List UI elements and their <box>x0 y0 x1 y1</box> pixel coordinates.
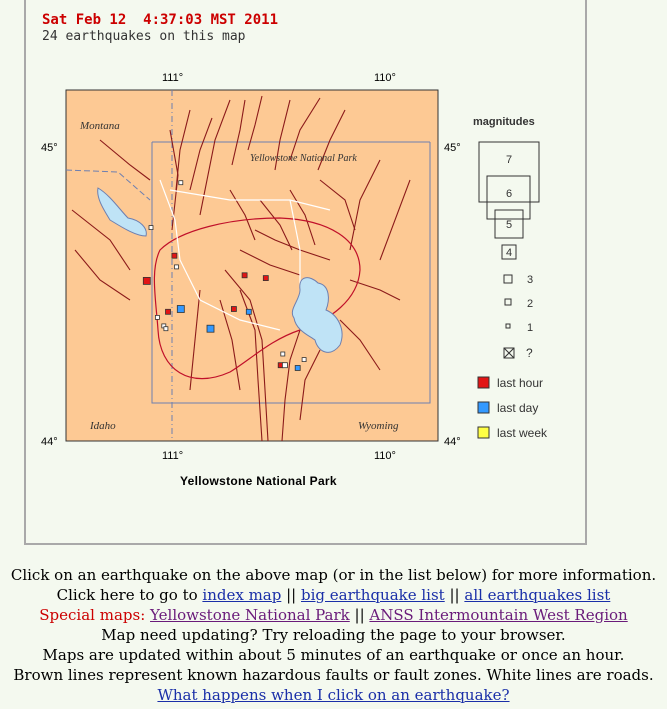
separator: || <box>281 586 301 604</box>
lat-tick-left-45: 45° <box>41 142 58 154</box>
yellowstone-map-link[interactable]: Yellowstone National Park <box>150 606 350 624</box>
legend-last-hour-swatch <box>478 377 489 388</box>
earthquake-marker[interactable] <box>242 273 247 278</box>
earthquake-marker[interactable] <box>177 306 184 313</box>
footer-line-special <box>0 606 667 624</box>
map-land <box>66 90 438 441</box>
legend-unknown-icon <box>504 348 514 358</box>
lat-tick-right-45: 45° <box>444 142 461 154</box>
legend-mag-3: 3 <box>527 274 534 286</box>
earthquake-marker[interactable] <box>179 181 183 185</box>
separator: || <box>349 606 370 624</box>
label-idaho: Idaho <box>90 420 116 432</box>
legend-last-day-swatch <box>478 402 489 413</box>
footer-line-links <box>0 586 667 604</box>
earthquake-marker[interactable] <box>231 307 236 312</box>
legend-title: magnitudes <box>473 116 535 128</box>
earthquake-marker[interactable] <box>282 363 287 368</box>
map-caption: Yellowstone National Park <box>180 474 337 488</box>
lon-tick-bottom-111: 111° <box>162 450 184 462</box>
what-happens-link[interactable]: What happens when I click on an earthquake? <box>157 686 510 704</box>
earthquake-marker[interactable] <box>166 309 171 314</box>
legend-last-day: last day <box>497 401 539 415</box>
earthquake-marker[interactable] <box>172 253 177 258</box>
index-map-link[interactable]: index map <box>202 586 282 604</box>
footer-line-faults: Brown lines represent known hazardous faults or fault zones. White lines are roads. <box>13 666 654 684</box>
all-earthquakes-list-link[interactable]: all earthquakes list <box>464 586 611 604</box>
lat-tick-right-44: 44° <box>444 436 461 448</box>
separator: || <box>444 586 465 604</box>
footer-line-reload: Map need updating? Try reloading the page to your browser. <box>101 626 566 644</box>
earthquake-marker[interactable] <box>207 325 214 332</box>
earthquake-marker[interactable] <box>143 277 150 284</box>
legend-last-week: last week <box>497 426 548 440</box>
earthquake-marker[interactable] <box>155 315 159 319</box>
earthquake-marker[interactable] <box>175 265 179 269</box>
legend-mag-1-box <box>506 324 510 328</box>
earthquake-marker[interactable] <box>302 358 306 362</box>
legend-mag-3-box <box>504 275 512 283</box>
update-timestamp: Sat Feb 12 4:37:03 MST 2011 <box>42 12 279 28</box>
legend-mag-2-box <box>505 299 511 305</box>
label-montana: Montana <box>80 120 120 132</box>
earthquake-marker[interactable] <box>149 226 153 230</box>
earthquake-marker[interactable] <box>263 276 268 281</box>
legend-last-hour: last hour <box>497 376 544 390</box>
earthquake-marker[interactable] <box>281 352 285 356</box>
earthquake-marker[interactable] <box>164 327 168 331</box>
footer-line-updated: Maps are updated within about 5 minutes of an earthquake or once an hour. <box>42 646 625 664</box>
lon-tick-top-110: 110° <box>374 72 396 84</box>
earthquake-marker[interactable] <box>246 309 251 314</box>
legend-mag-2: 2 <box>527 298 534 310</box>
legend-mag-1: 1 <box>527 322 534 334</box>
legend-mag-6: 6 <box>506 188 513 200</box>
legend-mag-4: 4 <box>506 247 513 259</box>
legend-mag-5: 5 <box>506 219 513 231</box>
legend-mag-7: 7 <box>506 154 513 166</box>
legend-last-week-swatch <box>478 427 489 438</box>
lon-tick-bottom-110: 110° <box>374 450 396 462</box>
lon-tick-top-111: 111° <box>162 72 184 84</box>
special-maps-label: Special maps: <box>39 606 146 624</box>
label-wyoming: Wyoming <box>358 420 399 432</box>
click-here-text: Click here to go to <box>56 586 203 604</box>
footer-line-what-happens <box>0 686 667 704</box>
footer-line-click: Click on an earthquake on the above map (or in the list below) for more information. <box>10 566 657 584</box>
earthquake-count: 24 earthquakes on this map <box>42 29 246 44</box>
lat-tick-left-44: 44° <box>41 436 58 448</box>
earthquake-marker[interactable] <box>295 366 300 371</box>
anss-region-link[interactable]: ANSS Intermountain West Region <box>369 606 628 624</box>
big-earthquake-list-link[interactable]: big earthquake list <box>301 586 445 604</box>
label-park: Yellowstone National Park <box>250 153 357 164</box>
legend-unknown: ? <box>526 346 533 360</box>
